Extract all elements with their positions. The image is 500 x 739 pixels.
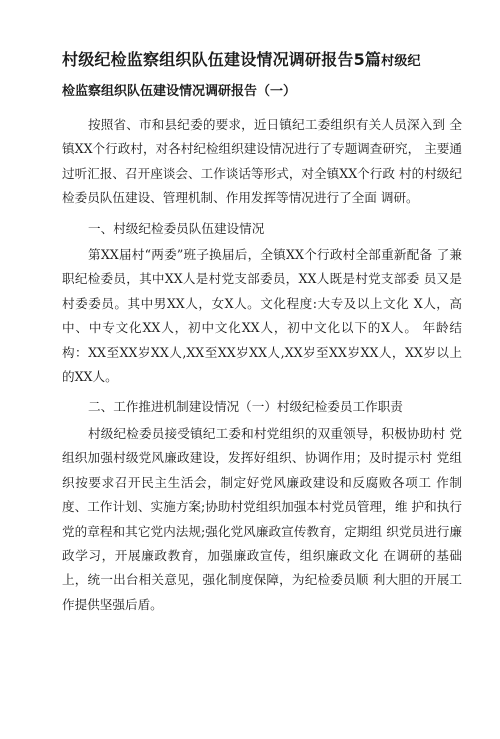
paragraph-team: 第XX届村“两委”班子换届后，全镇XX个行政村全部重新配备 了兼职纪检委员，其中XX人是村党支部委员，XX人既是村党支部委 员又是村委委员。其中男XX人，女X人。文化程度:大专及以上文化 X人，高中、中专文化XX人，初中文化XX人，初中文化以下的X人。 年龄结构：XX至XX岁XX人,XX至XX岁XX人,XX岁至XX岁XX人，XX岁以上的XX人。 <box>62 247 462 385</box>
section-heading-2: 二、工作推进机制建设情况（一）村级纪检委员工作职责 <box>88 399 403 415</box>
document-body <box>62 113 462 617</box>
section-heading-1: 一、村级纪检委员队伍建设情况 <box>88 220 265 236</box>
paragraph-intro: 按照省、市和县纪委的要求，近日镇纪工委组织有关人员深入到 全镇XX个行政村，对各村纪检组织建设情况进行了专题调查研究， 主要通过听汇报、召开座谈会、工作谈话等形式，对全镇XX个行政 村的村级纪检委员队伍建设、管理机制、作用发挥等情况进行了全面 调研。 <box>62 117 462 206</box>
title-tail: 村级纪 <box>381 54 421 69</box>
title-main: 村级纪检监察组织队伍建设情况调研报告5篇 <box>62 50 382 69</box>
document-subtitle: 检监察组织队伍建设情况调研报告（一） <box>62 84 297 99</box>
document-title <box>62 48 462 74</box>
paragraph-duties: 村级纪检委员接受镇纪工委和村党组织的双重领导，积极协助村 党组织加强村级党风廉政建设，发挥好组织、协调作用；及时提示村 党组织按要求召开民主生活会，制定好党风廉政建设和反腐败各项工 作制度、工作计划、实施方案;协助村党组织加强本村党员管理，维 护和执行党的章程和其它党内法规;强化党风廉政宣传教育，定期组 织党员进行廉政学习，开展廉政教育，加强廉政宣传，组织廉政文化 在调研的基础上，统一出台相关意见，强化制度保障，为纪检委员顺 利大胆的开展工作提供坚强后盾。 <box>62 425 462 612</box>
